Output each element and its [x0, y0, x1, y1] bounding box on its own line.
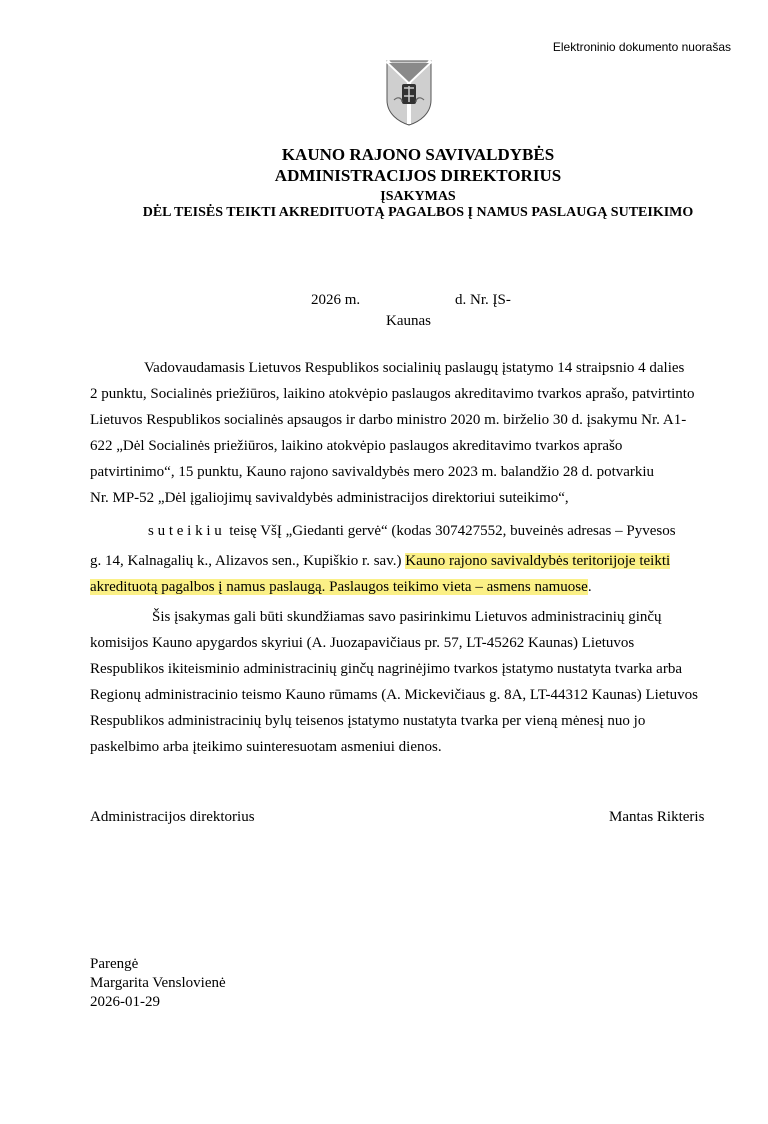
highlighted-text: Kauno rajono savivaldybės teritorijoje teikti — [405, 553, 671, 569]
paragraph1-line: 622 „Dėl Socialinės priežiūros, laikino atokvėpio paslaugos akreditavimo tvarkos aprašo — [90, 438, 623, 454]
paragraph3-line: Šis įsakymas gali būti skundžiamas savo pasirinkimu Lietuvos administracinių ginčų — [152, 609, 662, 625]
paragraph1-line: 2 punktu, Socialinės priežiūros, laikino atokvėpio paslaugos akreditavimo tvarkos aprašo, patvirtinto — [90, 386, 695, 402]
paragraph3-line: Respublikos administracinių bylų teisenos įstatymo nustatyta tvarka per vieną mėnesį nuo jo — [90, 713, 646, 729]
provider-address: g. 14, Kalnagalių k., Alizavos sen., Kupiškio r. sav.) — [90, 553, 406, 569]
paragraph1-line: Lietuvos Respublikos socialinės apsaugos ir darbo ministro 2020 m. birželio 30 d. įsakymu Nr. A1- — [90, 412, 687, 428]
municipality-coat-of-arms-icon — [386, 60, 432, 126]
preparer-name: Margarita Venslovienė — [90, 975, 226, 991]
order-place: Kaunas — [386, 313, 431, 329]
grant-verb: s u t e i k i u — [148, 523, 222, 539]
paragraph3-line: Respublikos ikiteisminio administracinių ginčų nagrinėjimo tvarkos įstatymo nustatyta tvarka arba — [90, 661, 682, 677]
header-subject: DĖL TEISĖS TEIKTI AKREDITUOTĄ PAGALBOS Į NAMUS PASLAUGĄ SUTEIKIMO — [142, 205, 694, 220]
paragraph1-line: patvirtinimo“, 15 punktu, Kauno rajono savivaldybės mero 2023 m. balandžio 28 d. potvarkiu — [90, 464, 655, 480]
paragraph2-line — [90, 574, 732, 600]
paragraph3-line: Regionų administracinio teismo Kauno rūmams (A. Mickevičiaus g. 8A, LT-44312 Kaunas) Lietuvos — [90, 687, 698, 703]
prepared-date: 2026-01-29 — [90, 994, 160, 1010]
paragraph3-line: paskelbimo arba įteikimo suinteresuotam asmeniui dienos. — [90, 739, 442, 755]
paragraph2-line — [148, 518, 768, 544]
signatory-position: Administracijos direktorius — [90, 809, 255, 825]
header-order: ĮSAKYMAS — [380, 189, 456, 204]
paragraph1-line: Vadovaudamasis Lietuvos Respublikos socialinių paslaugų įstatymo 14 straipsnio 4 dalies — [144, 360, 685, 376]
paragraph1-line: Nr. MP-52 „Dėl įgaliojimų savivaldybės administracijos direktoriui suteikimo“, — [90, 490, 569, 506]
paragraph2-line — [90, 548, 732, 574]
electronic-copy-note: Elektroninio dokumento nuorašas — [552, 40, 731, 54]
order-number: d. Nr. ĮS- — [455, 292, 511, 308]
period: . — [587, 579, 592, 595]
order-year: 2026 m. — [311, 292, 361, 308]
signatory-name: Mantas Rikteris — [609, 809, 705, 825]
highlighted-text: akredituotą pagalbos į namus paslaugą. Paslaugos teikimo vieta – asmens namuose — [90, 579, 588, 595]
paragraph3-line: komisijos Kauno apygardos skyriui (A. Juozapavičiaus pr. 57, LT-45262 Kaunas) Lietuvos — [90, 635, 635, 651]
prepared-label: Parengė — [90, 956, 139, 972]
header-municipality: KAUNO RAJONO SAVIVALDYBĖS — [281, 145, 555, 164]
grant-text: teisę VšĮ „Giedanti gervė“ (kodas 307427552, buveinės adresas – Pyvesos — [229, 523, 676, 539]
header-director: ADMINISTRACIJOS DIREKTORIUS — [274, 166, 562, 185]
